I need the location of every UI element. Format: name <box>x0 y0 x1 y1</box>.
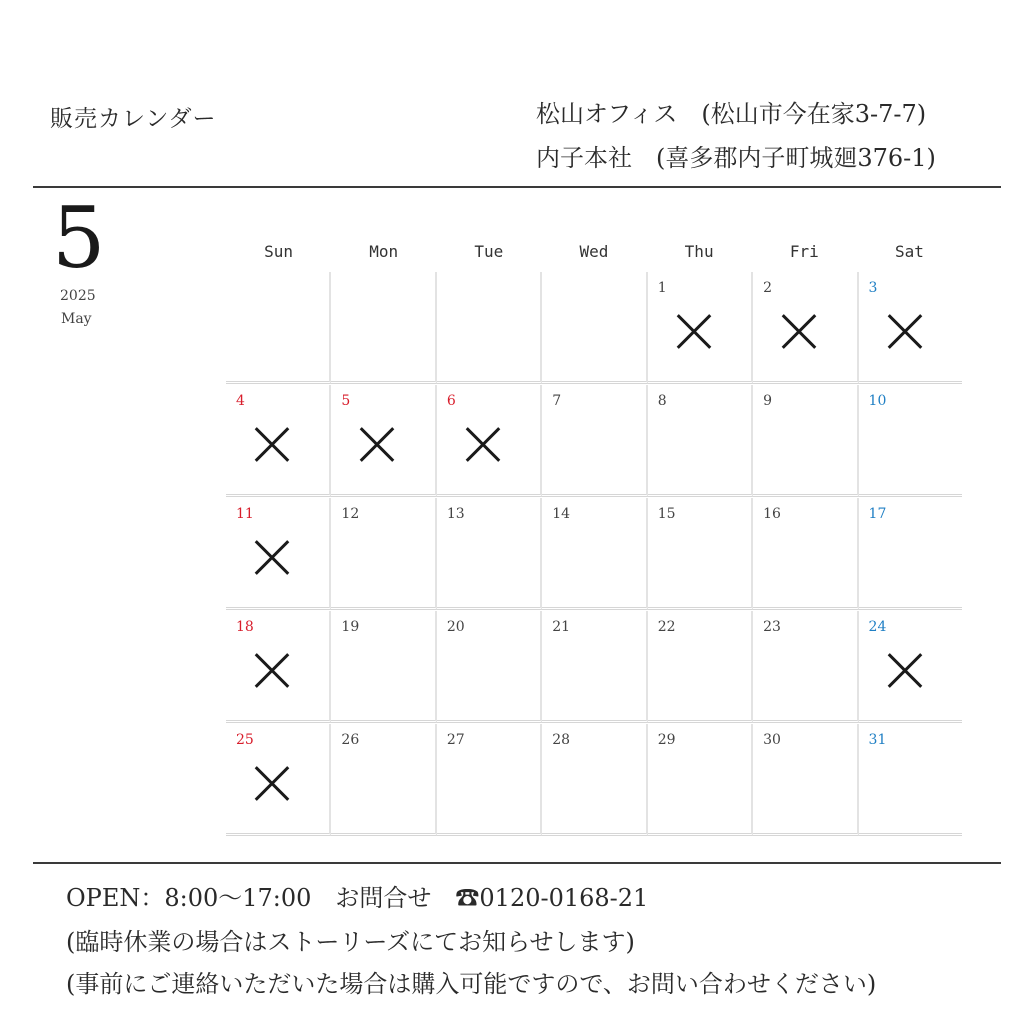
closed-mark-icon <box>780 312 818 350</box>
day-cell <box>542 385 647 497</box>
day-number: 1 <box>657 280 667 296</box>
day-number: 11 <box>236 506 254 522</box>
week-row <box>226 272 962 385</box>
day-cell <box>648 272 753 384</box>
day-cell <box>753 611 858 723</box>
day-number: 24 <box>868 619 887 635</box>
weekday-mon: Mon <box>369 242 399 261</box>
day-cell <box>859 272 962 384</box>
day-cell <box>331 272 436 384</box>
day-number: 2 <box>763 280 773 296</box>
uchiko-headquarters-address: 内子本社 (喜多郡内子町城廻376-1) <box>536 144 936 172</box>
day-number: 25 <box>236 732 254 748</box>
day-number: 30 <box>763 732 781 748</box>
calendar-title: 販売カレンダー <box>50 106 217 132</box>
day-cell <box>331 385 436 497</box>
weekday-header <box>226 232 962 272</box>
day-cell <box>753 385 858 497</box>
day-number: 9 <box>763 393 773 409</box>
day-cell <box>753 498 858 610</box>
day-cell <box>331 724 436 836</box>
day-number: 19 <box>341 619 360 635</box>
day-number: 23 <box>763 619 781 635</box>
day-cell <box>648 611 753 723</box>
day-cell <box>859 385 962 497</box>
day-number: 22 <box>657 619 676 635</box>
day-cell <box>226 724 331 836</box>
day-cell <box>437 498 542 610</box>
day-number: 8 <box>657 393 667 409</box>
day-number: 31 <box>868 732 887 748</box>
opening-hours-contact: OPEN：8:00〜17:00 お問合せ ☎0120-0168-21 <box>66 884 649 912</box>
closed-mark-icon <box>253 764 291 802</box>
day-cell <box>226 385 331 497</box>
day-number: 18 <box>236 619 254 635</box>
day-cell <box>648 724 753 836</box>
matsuyama-office-address: 松山オフィス (松山市今在家3-7-7) <box>536 100 927 128</box>
closed-mark-icon <box>253 538 291 576</box>
day-cell <box>226 272 331 384</box>
month-year: 2025 <box>60 288 96 304</box>
day-number: 29 <box>657 732 676 748</box>
day-cell <box>859 498 962 610</box>
week-row <box>226 385 962 498</box>
week-row <box>226 498 962 611</box>
day-number: 4 <box>236 393 245 409</box>
closed-mark-icon <box>253 651 291 689</box>
weekday-sun: Sun <box>264 242 294 261</box>
day-number: 21 <box>552 619 571 635</box>
day-cell <box>859 724 962 836</box>
day-cell <box>437 611 542 723</box>
day-cell <box>437 272 542 384</box>
day-number: 5 <box>341 393 351 409</box>
day-number: 20 <box>446 619 465 635</box>
day-number: 26 <box>341 732 360 748</box>
day-cell <box>542 611 647 723</box>
closed-mark-icon <box>886 651 924 689</box>
day-cell <box>226 611 331 723</box>
day-cell <box>648 498 753 610</box>
month-number: 5 <box>52 189 106 287</box>
day-cell <box>753 272 858 384</box>
closed-mark-icon <box>675 312 713 350</box>
day-number: 12 <box>341 506 360 522</box>
closed-mark-icon <box>464 425 502 463</box>
day-cell <box>542 498 647 610</box>
weekday-sat: Sat <box>894 242 924 261</box>
closed-mark-icon <box>886 312 924 350</box>
day-cell <box>753 724 858 836</box>
calendar-grid <box>226 232 962 837</box>
weekday-thu: Thu <box>684 242 714 261</box>
day-number: 16 <box>763 506 781 522</box>
advance-contact-note: (事前にご連絡いただいた場合は購入可能ですので、お問い合わせください) <box>66 970 877 998</box>
weekday-tue: Tue <box>474 242 504 261</box>
day-cell <box>542 272 647 384</box>
day-cell <box>437 724 542 836</box>
closed-mark-icon <box>253 425 291 463</box>
day-number: 13 <box>446 506 465 522</box>
top-divider <box>33 186 1001 188</box>
weekday-fri: Fri <box>789 242 819 261</box>
day-number: 6 <box>446 393 456 409</box>
closed-mark-icon <box>358 425 396 463</box>
day-cell <box>331 611 436 723</box>
day-cell <box>331 498 436 610</box>
week-row <box>226 611 962 724</box>
day-number: 15 <box>657 506 676 522</box>
day-cell <box>226 498 331 610</box>
day-cell <box>437 385 542 497</box>
day-cell <box>859 611 962 723</box>
day-cell <box>542 724 647 836</box>
day-number: 7 <box>552 393 562 409</box>
day-number: 28 <box>552 732 571 748</box>
weekday-wed: Wed <box>579 242 609 261</box>
month-name: May <box>61 311 92 327</box>
temporary-closure-note: (臨時休業の場合はストーリーズにてお知らせします) <box>66 928 635 956</box>
day-number: 3 <box>868 280 878 296</box>
day-cell <box>648 385 753 497</box>
day-number: 27 <box>446 732 465 748</box>
day-number: 17 <box>868 506 887 522</box>
week-row <box>226 724 962 837</box>
day-number: 14 <box>552 506 571 522</box>
day-number: 10 <box>868 393 887 409</box>
bottom-divider <box>33 862 1001 864</box>
calendar-weeks <box>226 272 962 837</box>
